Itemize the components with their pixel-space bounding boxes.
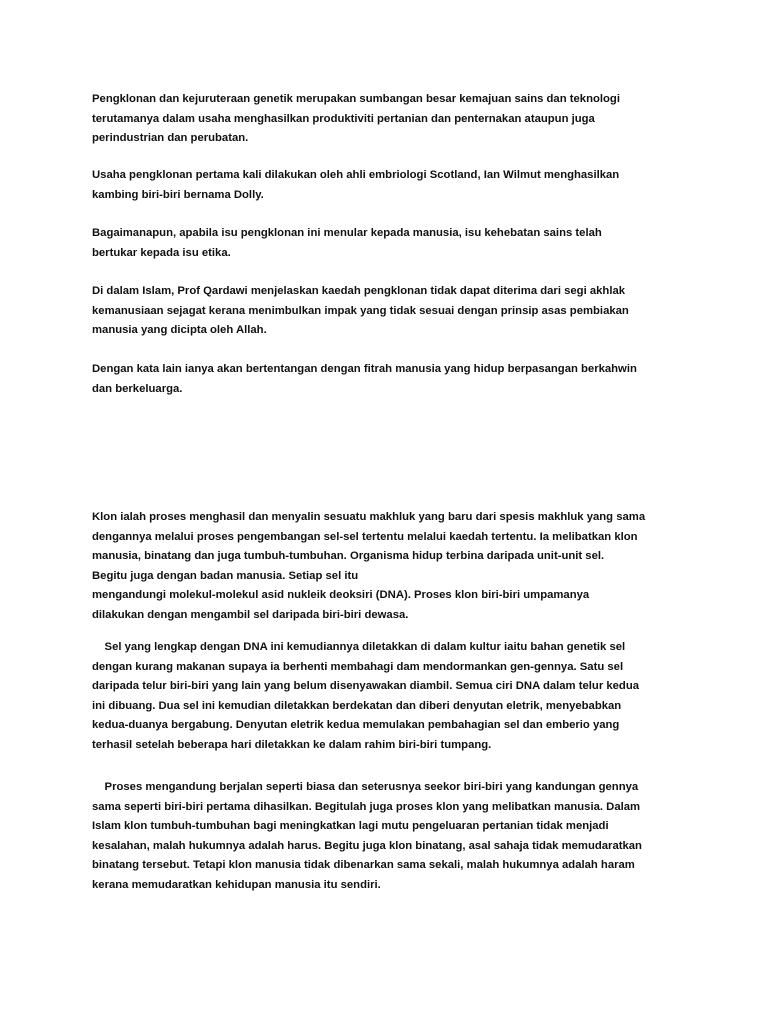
paragraph-dna-process [92, 638, 684, 756]
paragraph-ethics-issue [92, 224, 684, 263]
text-line: Proses mengandung berjalan seperti biasa dan seterusnya seekor biri-biri yang kandungan gennya [92, 781, 639, 793]
text-line: kemanusiaan sejagat kerana menimbulkan impak yang tidak sesuai dengan prinsip asas pembiakan [92, 304, 629, 317]
text-line: kambing biri-biri bernama Dolly. [92, 188, 264, 201]
text-line: Pengklonan dan kejuruteraan genetik merupakan sumbangan besar kemajuan sains dan teknologi [92, 93, 620, 105]
paragraph-first-cloning-dolly [92, 166, 684, 205]
text-line: kedua-duanya bergabung. Denyutan eletrik kedua memulakan pembahagian sel dan emberio yang [92, 719, 620, 732]
text-line: dan berkeluarga. [92, 382, 183, 395]
text-line: dengan kurang makanan supaya ia berhenti membahagi dam mendormankan gen-gennya. Satu sel [92, 660, 624, 673]
text-line: dengannya melalui proses pengembangan sel-sel tertentu melalui kaedah tertentu. Ia melibatkan klon [92, 530, 638, 543]
text-line: Islam klon tumbuh-tumbuhan bagi meningkatkan lagi mutu pengeluaran pertanian tidak menjadi [92, 820, 609, 833]
text-line: Begitu juga dengan badan manusia. Setiap sel itu [92, 569, 359, 582]
text-line: ini dibuang. Dua sel ini kemudian diletakkan berdekatan dan diberi denyutan eletrik, menyebabkan [92, 699, 622, 712]
text-line: Usaha pengklonan pertama kali dilakukan oleh ahli embriologi Scotland, Ian Wilmut menghasilkan [92, 169, 620, 181]
text-line: dilakukan dengan mengambil sel daripada biri-biri dewasa. [92, 608, 409, 621]
text-line: kerana memudaratkan kehidupan manusia itu sendiri. [92, 878, 381, 891]
paragraph-cloning-genetic-engineering [92, 90, 684, 149]
text-line: perindustrian dan perubatan. [92, 132, 249, 145]
text-line: sama seperti biri-biri pertama dihasilkan. Begitulah juga proses klon yang melibatkan manusia. Dalam [92, 800, 641, 813]
text-line: Klon ialah proses menghasil dan menyalin sesuatu makhluk yang baru dari spesis makhluk yang sama [92, 511, 646, 523]
text-line: binatang tersebut. Tetapi klon manusia tidak dibenarkan sama sekali, malah hukumnya adalah haram [92, 859, 635, 872]
text-line: terhasil setelah beberapa hari diletakkan ke dalam rahim biri-biri tumpang. [92, 738, 492, 751]
text-line: Di dalam Islam, Prof Qardawi menjelaskan kaedah pengklonan tidak dapat diterima dari segi akhlak [92, 285, 626, 297]
text-line: terutamanya dalam usaha menghasilkan produktiviti pertanian dan penternakan ataupun juga [92, 112, 595, 125]
text-line: Sel yang lengkap dengan DNA ini kemudiannya diletakkan di dalam kultur iaitu bahan genetik sel [92, 641, 626, 653]
text-line: bertukar kepada isu etika. [92, 246, 231, 259]
paragraph-islamic-view [92, 282, 684, 341]
text-line: kesalahan, malah hukumnya adalah harus. Begitu juga klon binatang, asal sahaja tidak memudaratkan [92, 839, 642, 852]
paragraph-clone-definition [92, 508, 684, 626]
paragraph-human-nature [92, 360, 684, 399]
text-line: Dengan kata lain ianya akan bertentangan dengan fitrah manusia yang hidup berpasangan berkahwin [92, 363, 637, 375]
text-line: daripada telur biri-biri yang lain yang belum disenyawakan diambil. Semua ciri DNA dalam telur kedua [92, 680, 640, 693]
text-line: manusia yang dicipta oleh Allah. [92, 324, 267, 337]
paragraph-pregnancy-ruling [92, 778, 684, 896]
text-line: Bagaimanapun, apabila isu pengklonan ini menular kepada manusia, isu kehebatan sains telah [92, 227, 602, 239]
text-line: mengandungi molekul-molekul asid nukleik deoksiri (DNA). Proses klon biri-biri umpamanya [92, 589, 590, 602]
text-line: manusia, binatang dan juga tumbuh-tumbuhan. Organisma hidup terbina daripada unit-unit sel. [92, 550, 605, 563]
